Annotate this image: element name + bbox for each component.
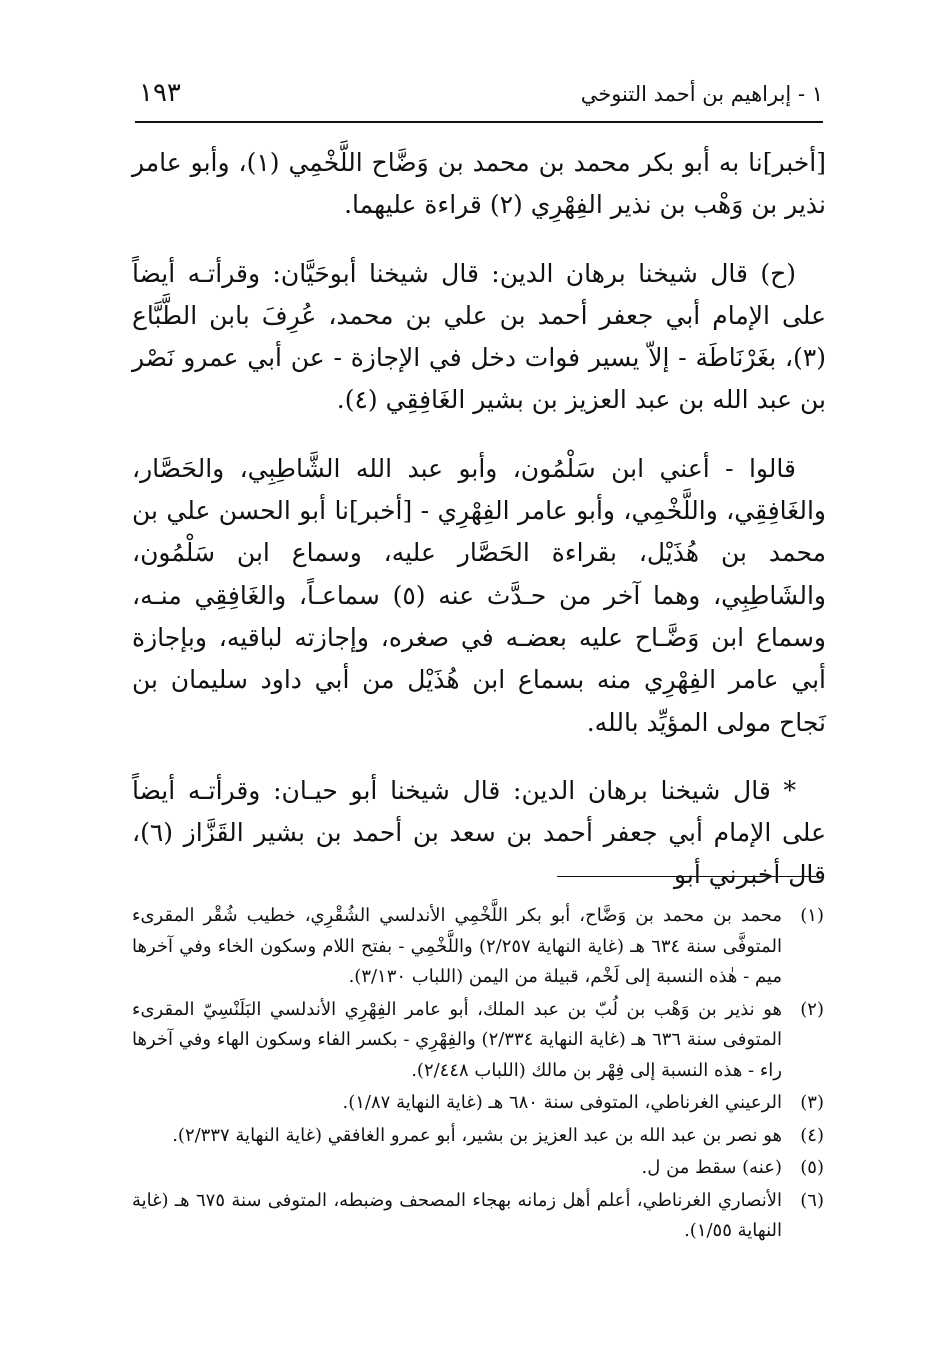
footnote-text: هو نصر بن عبد الله بن عبد العزيز بن بشير، أبو عمرو الغافقي (غاية النهاية ٢/٣٣٧). [172, 1124, 782, 1146]
paragraph: قالوا - أعني ابن سَلْمُون، وأبو عبد الله الشَّاطِبِي، والحَصَّار، والغَافِقِي، واللَّخْمِي، وأبو عامر الفِهْرِي - [أخبر]نا أبو الحسن علي بن محمد بن هُذَيْل، بقراءة الحَصَّار عليه، وسماع ابن سَلْمُون، والشَاطِبِي، وهما آخر من حـدَّث عنه (٥) سماعـاً، والغَافِقِي منـه، وسماع ابن وَضَّـاح عليه بعضـه في صغره، وإجازته لباقيه، وبإجازة أبي عامر الفِهْرِي منه بسماع ابن هُذَيْل من أبي داود سليمان بن نَجاح مولى المؤيِّد بالله. [132, 453, 826, 737]
paragraph: [أخبر]نا به أبو بكر محمد بن محمد بن وَضَّاح اللَّخْمِي (١)، وأبو عامر نذير بن وَهْب بن نذير الفِهْرِي (٢) قراءة عليهما. [132, 148, 827, 220]
footnote [132, 1153, 824, 1184]
footnote-number: (٢) [800, 998, 824, 1020]
footnote-number: (٦) [800, 1189, 824, 1211]
footnote-number: (٥) [800, 1157, 824, 1178]
footnotes [132, 901, 824, 1247]
page-number: ١٩٣ [139, 78, 181, 108]
footnote [132, 901, 824, 993]
page-header [135, 76, 823, 116]
footnote-text: الأنصاري الغرناطي، أعلم أهل زمانه بهجاء المصحف وضبطه، المتوفى سنة ٦٧٥ هـ (غاية النهاية ١/٥٥). [132, 1189, 782, 1241]
paragraph: (ح) قال شيخنا برهان الدين: قال شيخنا أبوحَيَّان: وقرأتـه أيضاً على الإمام أبي جعفر أحمد بن علي بن محمد، عُرِفَ بابن الطَّبَّاع (٣)، بغَرْنَاطَة - إلاّ يسير فوات دخل في الإجازة - عن أبي عمرو نَصْر بن عبد الله بن عبد العزيز بن بشير الغَافِقِي (٤). [132, 258, 826, 415]
footnote [132, 995, 824, 1087]
footnote [132, 1088, 824, 1119]
footnote [132, 1121, 824, 1152]
running-title: ١ - إبراهيم بن أحمد التنوخي [580, 82, 823, 106]
main-text [132, 142, 826, 897]
footnote-number: (٣) [800, 1092, 824, 1113]
footnote-number: (١) [800, 905, 824, 926]
footnote-separator [557, 876, 816, 877]
footnote [132, 1186, 824, 1247]
footnote-text: الرعيني الغرناطي، المتوفى سنة ٦٨٠ هـ (غاية النهاية ١/٨٧). [342, 1092, 782, 1113]
paragraph: * قال شيخنا برهان الدين: قال شيخنا أبو حيـان: وقرأتـه أيضاً على الإمام أبي جعفر أحمد بن سعد بن أحمد بن بشير القَزَّاز (٦)، قال أخبرني أبو [132, 775, 826, 890]
footnote-text: هو نذير بن وَهْب بن لُبّ بن عبد الملك، أبو عامر الفِهْرِي الأندلسي البَلَنْسِيّ المقرىء المتوفى سنة ٦٣٦ هـ (غاية النهاية ٢/٣٣٤) والفِهْرِي - بكسر الفاء وسكون الهاء وفي آخرها راء - هذه النسبة إلى فِهْر بن مالك (اللباب ٢/٤٤٨). [132, 998, 782, 1081]
footnote-text: (عنه) سقط من ل. [641, 1157, 782, 1178]
footnote-number: (٤) [800, 1124, 824, 1146]
footnote-text: محمد بن محمد بن وَضَّاح، أبو بكر اللَّخْمِي الأندلسي الشُقْرِي، خطيب شُقْر المقرىء المتوفَّى سنة ٦٣٤ هـ (غاية النهاية ٢/٢٥٧) واللَّخْمِي - بفتح اللام وسكون الخاء وفي آخرها ميم - هٰذه النسبة إلى لَخْم، قبيلة من اليمن (اللباب ٣/١٣٠). [132, 905, 782, 987]
header-rule [135, 121, 823, 123]
